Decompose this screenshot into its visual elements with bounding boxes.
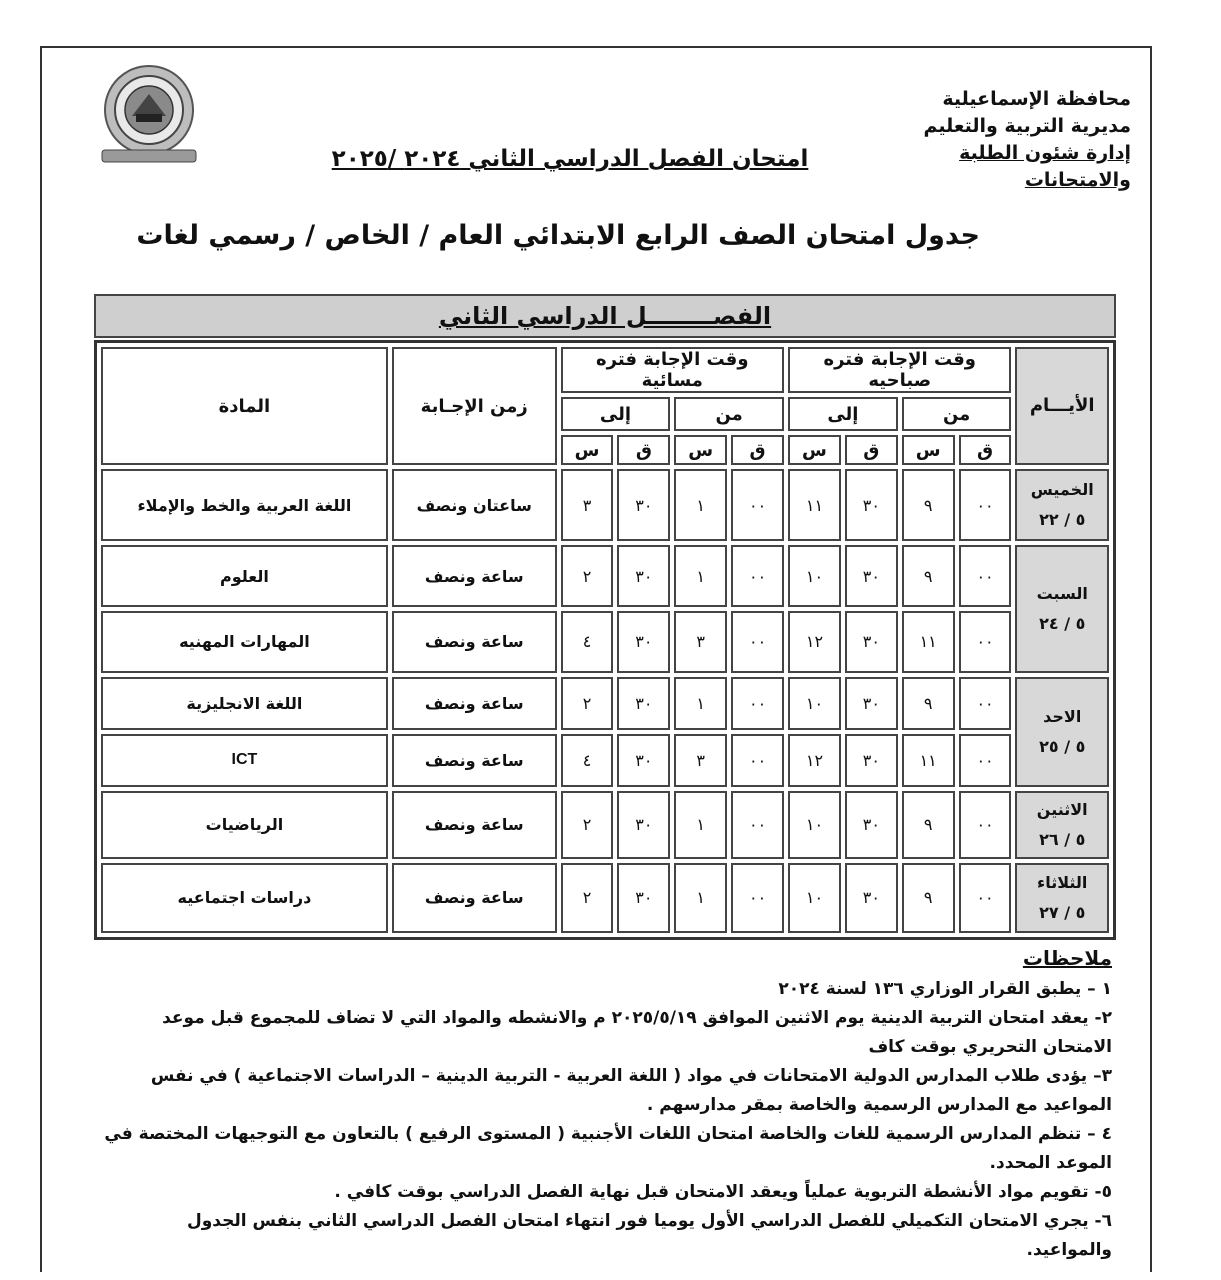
schedule-title: جدول امتحان الصف الرابع الابتدائي العام / الخاص / رسمي لغات	[136, 220, 980, 251]
morning-to-hour: ١١	[788, 469, 841, 541]
header-minute: ق	[845, 435, 898, 465]
duration-cell: ساعة ونصف	[392, 677, 557, 730]
evening-to-minute: ٣٠	[617, 677, 670, 730]
header-morning: وقت الإجابة فتره صباحيه	[788, 347, 1011, 393]
morning-from-hour: ١١	[902, 734, 955, 787]
evening-from-hour: ٣	[674, 734, 727, 787]
header-minute: ق	[617, 435, 670, 465]
morning-from-hour: ٩	[902, 677, 955, 730]
evening-from-minute: ٠٠	[731, 791, 784, 859]
table-row	[101, 734, 1109, 787]
header-subject: المادة	[101, 347, 388, 465]
header-hour: س	[902, 435, 955, 465]
day-cell	[1015, 677, 1109, 787]
day-date: ٥ / ٢٢	[1039, 510, 1086, 530]
note-item: ٣– يؤدى طلاب المدارس الدولية الامتحانات في مواد ( اللغة العربية - التربية الدينية – الدراسات الاجتماعية ) في نفس المواعيد مع المدارس الرسمية والخاصة بمقر مدارسهم .	[150, 1066, 1112, 1115]
morning-to-hour: ١٠	[788, 791, 841, 859]
day-name: الخميس	[1030, 480, 1094, 500]
evening-from-hour: ١	[674, 791, 727, 859]
day-cell	[1015, 791, 1109, 859]
day-date: ٥ / ٢٦	[1039, 829, 1086, 849]
subject-cell: اللغة العربية والخط والإملاء	[101, 469, 388, 541]
evening-from-minute: ٠٠	[731, 611, 784, 673]
morning-to-minute: ٣٠	[845, 734, 898, 787]
table-row	[101, 677, 1109, 730]
evening-from-hour: ١	[674, 677, 727, 730]
header-evening-from: من	[674, 397, 784, 431]
exam-title: امتحان الفصل الدراسي الثاني ٢٠٢٤ /٢٠٢٥	[331, 146, 809, 172]
evening-from-hour: ١	[674, 545, 727, 607]
header-hour: س	[674, 435, 727, 465]
evening-to-minute: ٣٠	[617, 611, 670, 673]
header-institution	[871, 86, 1131, 194]
duration-cell: ساعة ونصف	[392, 791, 557, 859]
evening-from-hour: ٣	[674, 611, 727, 673]
evening-to-hour: ٣	[561, 469, 614, 541]
subject-cell: ICT	[101, 734, 388, 787]
schedule-table-frame	[94, 340, 1116, 940]
morning-from-minute: ٠٠	[959, 677, 1012, 730]
morning-to-minute: ٣٠	[845, 791, 898, 859]
header-morning-to: إلى	[788, 397, 898, 431]
evening-from-hour: ١	[674, 469, 727, 541]
day-date: ٥ / ٢٥	[1039, 736, 1086, 756]
table-row	[101, 611, 1109, 673]
day-cell	[1015, 545, 1109, 672]
day-name: الثلاثاء	[1037, 872, 1088, 892]
morning-to-hour: ١٢	[788, 734, 841, 787]
morning-to-minute: ٣٠	[845, 677, 898, 730]
table-row	[101, 545, 1109, 607]
evening-to-minute: ٣٠	[617, 469, 670, 541]
evening-from-minute: ٠٠	[731, 545, 784, 607]
day-name: الاثنين	[1036, 799, 1088, 819]
header-evening: وقت الإجابة فتره مسائية	[561, 347, 784, 393]
morning-to-minute: ٣٠	[845, 611, 898, 673]
morning-to-hour: ١٠	[788, 863, 841, 933]
evening-to-minute: ٣٠	[617, 863, 670, 933]
morning-to-minute: ٣٠	[845, 545, 898, 607]
notes-title: ملاحظات	[1022, 946, 1112, 970]
evening-to-hour: ٢	[561, 677, 614, 730]
duration-cell: ساعة ونصف	[392, 734, 557, 787]
term-band	[94, 294, 1116, 338]
day-cell	[1015, 469, 1109, 541]
subject-cell: اللغة الانجليزية	[101, 677, 388, 730]
subject-cell: الرياضيات	[101, 791, 388, 859]
day-date: ٥ / ٢٧	[1039, 902, 1086, 922]
department-name: إدارة شئون الطلبة والامتحانات	[959, 142, 1131, 191]
day-date: ٥ / ٢٤	[1039, 613, 1086, 633]
note-item: ٥- تقويم مواد الأنشطة التربوية عملياً ويعقد الامتحان قبل نهاية الفصل الدراسي بوقت كافي .	[334, 1182, 1112, 1202]
evening-from-minute: ٠٠	[731, 863, 784, 933]
day-name: السبت	[1036, 583, 1088, 603]
header-morning-from: من	[902, 397, 1012, 431]
evening-to-minute: ٣٠	[617, 545, 670, 607]
header-minute: ق	[731, 435, 784, 465]
header-minute: ق	[959, 435, 1012, 465]
header-days: الأيـــام	[1015, 347, 1109, 465]
morning-from-minute: ٠٠	[959, 611, 1012, 673]
morning-from-hour: ٩	[902, 863, 955, 933]
note-item: ٤ – تنظم المدارس الرسمية للغات والخاصة امتحان اللغات الأجنبية ( المستوى الرفيع ) بالتعاون مع التوجيهات المختصة في الموعد المحدد.	[104, 1124, 1112, 1173]
evening-to-hour: ٤	[561, 734, 614, 787]
header-duration: زمن الإجـابة	[392, 347, 557, 465]
day-name: الاحد	[1043, 706, 1082, 726]
evening-to-hour: ٤	[561, 611, 614, 673]
evening-from-minute: ٠٠	[731, 677, 784, 730]
morning-to-hour: ١٢	[788, 611, 841, 673]
notes-section	[100, 944, 1112, 1265]
morning-to-hour: ١٠	[788, 677, 841, 730]
morning-to-hour: ١٠	[788, 545, 841, 607]
duration-cell: ساعة ونصف	[392, 611, 557, 673]
directorate-logo	[96, 64, 202, 164]
morning-from-hour: ١١	[902, 611, 955, 673]
note-item: ١ – يطبق القرار الوزاري ١٣٦ لسنة ٢٠٢٤	[778, 979, 1112, 999]
evening-to-minute: ٣٠	[617, 791, 670, 859]
directorate-name: مديرية التربية والتعليم	[923, 115, 1131, 137]
table-row	[101, 469, 1109, 541]
schedule-table	[97, 343, 1113, 937]
morning-from-minute: ٠٠	[959, 734, 1012, 787]
governorate-name: محافظة الإسماعيلية	[942, 88, 1131, 110]
table-row	[101, 791, 1109, 859]
evening-to-hour: ٢	[561, 791, 614, 859]
evening-to-minute: ٣٠	[617, 734, 670, 787]
evening-from-hour: ١	[674, 863, 727, 933]
term-band-label: الفصــــــــل الدراسي الثاني	[438, 302, 772, 330]
day-cell	[1015, 863, 1109, 933]
morning-to-minute: ٣٠	[845, 863, 898, 933]
note-item: ٦- يجري الامتحان التكميلي للفصل الدراسي الأول يوميا فور انتهاء امتحان الفصل الدراسي الثاني بنفس الجدول والمواعيد.	[186, 1211, 1112, 1260]
header-evening-to: إلى	[561, 397, 671, 431]
duration-cell: ساعتان ونصف	[392, 469, 557, 541]
evening-from-minute: ٠٠	[731, 734, 784, 787]
evening-to-hour: ٢	[561, 545, 614, 607]
table-row	[101, 863, 1109, 933]
morning-from-minute: ٠٠	[959, 545, 1012, 607]
evening-to-hour: ٢	[561, 863, 614, 933]
header-hour: س	[788, 435, 841, 465]
morning-from-hour: ٩	[902, 545, 955, 607]
morning-to-minute: ٣٠	[845, 469, 898, 541]
subject-cell: العلوم	[101, 545, 388, 607]
duration-cell: ساعة ونصف	[392, 545, 557, 607]
morning-from-minute: ٠٠	[959, 863, 1012, 933]
header-hour: س	[561, 435, 614, 465]
evening-from-minute: ٠٠	[731, 469, 784, 541]
morning-from-hour: ٩	[902, 791, 955, 859]
note-item: ٢- يعقد امتحان التربية الدينية يوم الاثنين الموافق ٢٠٢٥/٥/١٩ م والانشطه والمواد التي لا تضاف للمجموع قبل موعد الامتحان التحريري بوقت كاف	[162, 1008, 1112, 1057]
subject-cell: المهارات المهنيه	[101, 611, 388, 673]
morning-from-minute: ٠٠	[959, 469, 1012, 541]
morning-from-hour: ٩	[902, 469, 955, 541]
subject-cell: دراسات اجتماعيه	[101, 863, 388, 933]
duration-cell: ساعة ونصف	[392, 863, 557, 933]
morning-from-minute: ٠٠	[959, 791, 1012, 859]
